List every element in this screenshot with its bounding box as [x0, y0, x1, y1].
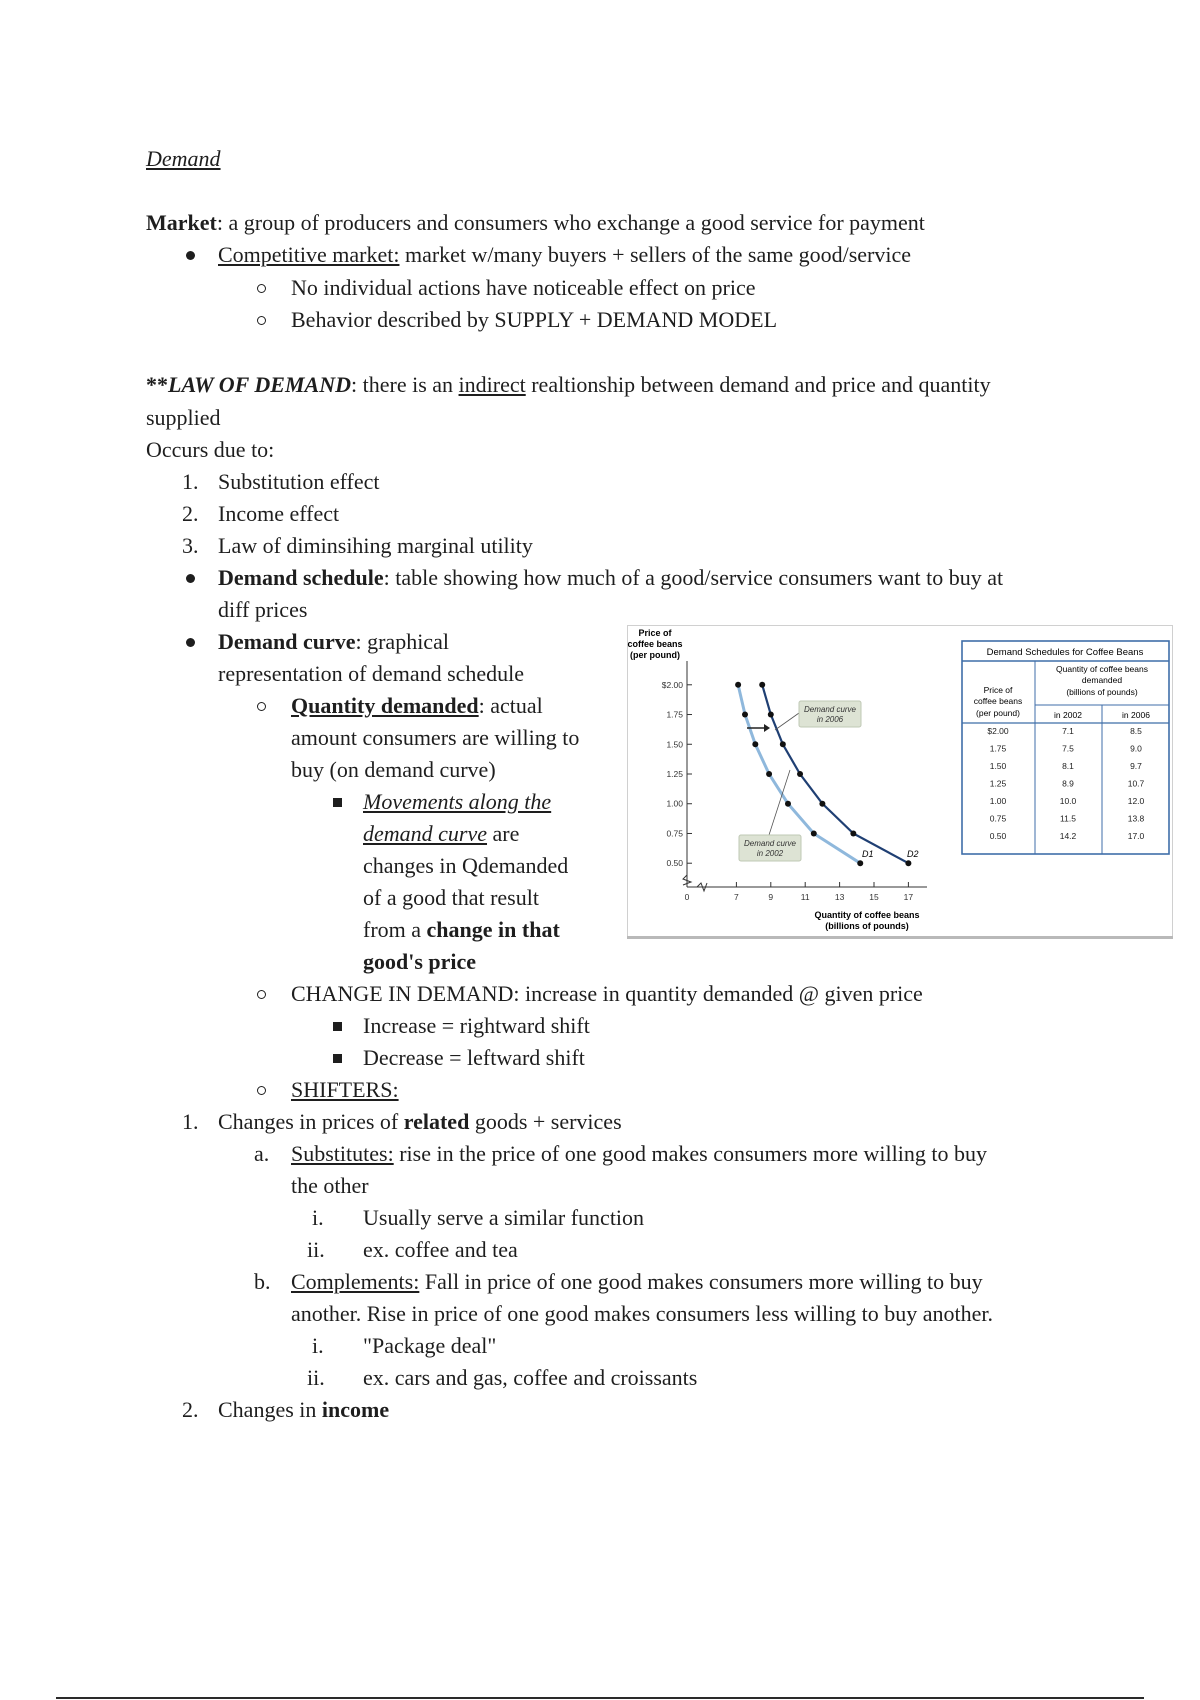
- movements-continued: changes in Qdemanded: [363, 853, 569, 878]
- change-in-demand: CHANGE IN DEMAND: increase in quantity demanded @ given price: [291, 981, 923, 1006]
- movements-continued: of a good that result: [363, 885, 539, 910]
- bullet-disc-icon: [186, 251, 195, 260]
- x-tick-label: 0: [684, 892, 690, 902]
- reason-item: Income effect: [218, 501, 340, 526]
- data-point: [905, 860, 911, 866]
- competitive-sub-item: No individual actions have noticeable effect on price: [291, 275, 756, 300]
- table-group-header: demanded: [1081, 675, 1123, 685]
- movements-continued: [363, 914, 560, 946]
- change-item: Increase = rightward shift: [363, 1013, 590, 1038]
- demand-schedule-table: [962, 641, 1169, 854]
- list-number: 1.: [182, 1109, 199, 1134]
- table-title: Demand Schedules for Coffee Beans: [986, 647, 1144, 658]
- data-point: [735, 682, 741, 688]
- table-cell: 13.8: [1127, 813, 1145, 824]
- table-cell: 0.50: [989, 831, 1007, 841]
- data-point: [766, 771, 772, 777]
- reason-item: Substitution effect: [218, 469, 380, 494]
- x-axis-label: (billions of pounds): [825, 921, 909, 931]
- x-tick-label: 7: [734, 892, 739, 902]
- table-cell: 8.1: [1062, 761, 1074, 771]
- data-point: [797, 771, 803, 777]
- table-cell: 10.7: [1127, 778, 1145, 789]
- x-tick-label: 9: [768, 892, 774, 902]
- table-cell: 14.2: [1059, 831, 1077, 841]
- movements-continued: good's price: [363, 949, 477, 974]
- shifters-heading: SHIFTERS:: [291, 1077, 399, 1102]
- quantity-demanded-text: : actual: [478, 693, 543, 718]
- y-axis-label: coffee beans: [627, 639, 683, 649]
- list-letter: a.: [254, 1141, 270, 1166]
- data-point: [811, 830, 817, 836]
- bullet-circle-icon: [257, 1086, 266, 1095]
- movements-text: from a: [363, 917, 427, 942]
- market-term: Market: [146, 210, 217, 235]
- callout-2002-text: Demand curve: [743, 839, 797, 848]
- law-text-2: realtionship between demand and price and quantity: [525, 372, 991, 397]
- table-cell: 11.5: [1060, 813, 1076, 824]
- y-tick-label: 1.75: [666, 709, 683, 720]
- list-number: 2.: [182, 1397, 199, 1422]
- substitutes-point: ex. coffee and tea: [363, 1237, 518, 1262]
- table-cell: $2.00: [987, 726, 1009, 736]
- table-col-header: (per pound): [976, 708, 1020, 718]
- y-tick-label: $2.00: [661, 679, 683, 690]
- competitive-market-item: [218, 239, 911, 271]
- quantity-demanded-item: [291, 690, 543, 722]
- table-cell: 8.5: [1130, 726, 1142, 736]
- list-letter: b.: [254, 1269, 271, 1294]
- list-number: 3.: [182, 533, 199, 558]
- list-number: 1.: [182, 469, 199, 494]
- complements-point: "Package deal": [363, 1333, 497, 1358]
- y-axis-label: (per pound): [630, 650, 680, 660]
- list-number: 2.: [182, 501, 199, 526]
- law-continued: supplied: [146, 405, 221, 430]
- complements-text: Fall in price of one good makes consumers more willing to buy: [419, 1269, 983, 1294]
- table-col-header: Price of: [983, 685, 1013, 695]
- table-cell: 9.7: [1130, 761, 1142, 771]
- table-group-header: (billions of pounds): [1066, 687, 1138, 697]
- y-tick-label: 1.25: [666, 769, 683, 779]
- quantity-demanded-continued: amount consumers are willing to: [291, 725, 580, 750]
- demand-schedule-term: Demand schedule: [218, 565, 384, 590]
- movements-term: Movements along the: [363, 789, 552, 814]
- movements-bold: change in that: [426, 917, 560, 942]
- data-point: [857, 860, 863, 866]
- shifter-item: [218, 1106, 622, 1138]
- substitutes-text: rise in the price of one good makes consumers more willing to buy: [393, 1141, 987, 1166]
- y-tick-label: 0.50: [666, 858, 683, 869]
- data-point: [785, 801, 791, 807]
- x-axis-label: Quantity of coffee beans: [814, 910, 920, 920]
- bullet-square-icon: [333, 1022, 342, 1031]
- table-cell: 10.0: [1059, 796, 1077, 806]
- x-tick-label: 17: [903, 892, 914, 902]
- curve-label-d1: D1: [862, 849, 874, 859]
- demand-curve-term: Demand curve: [218, 629, 356, 654]
- quantity-demanded-continued: buy (on demand curve): [291, 757, 496, 782]
- table-group-header: Quantity of coffee beans: [1056, 664, 1148, 674]
- list-roman: i.: [312, 1333, 324, 1358]
- shifter-text: goods + services: [469, 1109, 622, 1134]
- table-cell: 7.5: [1062, 743, 1074, 754]
- shifter-text: Changes in: [218, 1397, 322, 1422]
- x-tick-label: 15: [869, 892, 879, 902]
- demand-schedule-continued: diff prices: [218, 597, 308, 622]
- y-tick-label: 1.00: [666, 798, 683, 809]
- table-cell: 1.50: [989, 761, 1007, 771]
- demand-curve-text: : graphical: [355, 629, 449, 654]
- data-point: [768, 712, 774, 718]
- demand-figure: [627, 625, 1173, 939]
- competitive-market-term: Competitive market:: [218, 242, 400, 267]
- complements-point: ex. cars and gas, coffee and croissants: [363, 1365, 698, 1390]
- bullet-circle-icon: [257, 284, 266, 293]
- law-prefix: **: [146, 372, 168, 397]
- movements-continued: [363, 818, 519, 850]
- data-point: [752, 741, 758, 747]
- x-tick-label: 13: [834, 892, 845, 902]
- competitive-sub-item: Behavior described by SUPPLY + DEMAND MODEL: [291, 307, 778, 332]
- table-col-header: coffee beans: [973, 696, 1023, 706]
- data-point: [850, 830, 856, 836]
- x-tick-label: 11: [800, 892, 810, 902]
- callout-2006-text: in 2006: [816, 715, 844, 724]
- data-point: [742, 712, 748, 718]
- complements-term: Complements:: [291, 1269, 420, 1294]
- data-point: [780, 741, 786, 747]
- change-item: Decrease = leftward shift: [363, 1045, 585, 1070]
- page-title: Demand: [146, 146, 221, 171]
- bullet-circle-icon: [257, 990, 266, 999]
- reason-item: Law of diminsihing marginal utility: [218, 533, 533, 558]
- competitive-market-text: market w/many buyers + sellers of the same good/service: [399, 242, 912, 267]
- demand-curve-item: [218, 626, 449, 658]
- table-cell: 17.0: [1127, 831, 1145, 841]
- data-point: [819, 801, 825, 807]
- list-roman: ii.: [307, 1237, 325, 1262]
- shifter-bold: related: [403, 1109, 470, 1134]
- bullet-square-icon: [333, 798, 342, 807]
- bullet-square-icon: [333, 1054, 342, 1063]
- table-cell: 1.25: [989, 778, 1007, 789]
- demand-curve-continued: representation of demand schedule: [218, 661, 525, 686]
- substitutes-point: Usually serve a similar function: [363, 1205, 645, 1230]
- shifter-item: [218, 1394, 389, 1426]
- market-text: : a group of producers and consumers who exchange a good service for payment: [216, 210, 925, 235]
- bullet-disc-icon: [186, 574, 195, 583]
- table-cell: 1.75: [989, 743, 1007, 754]
- substitutes-term: Substitutes:: [291, 1141, 394, 1166]
- curve-label-d2: D2: [907, 849, 919, 859]
- table-year-header: in 2006: [1122, 710, 1150, 720]
- occurs-due-to: Occurs due to:: [146, 437, 275, 462]
- table-cell: 12.0: [1127, 796, 1145, 806]
- shifter-bold: income: [321, 1397, 390, 1422]
- y-tick-label: 0.75: [666, 828, 683, 839]
- bullet-circle-icon: [257, 316, 266, 325]
- substitutes-continued: the other: [291, 1173, 369, 1198]
- table-cell: 9.0: [1130, 743, 1142, 754]
- movements-term-cont: demand curve: [363, 821, 488, 846]
- y-axis-label: Price of: [638, 628, 672, 638]
- complements-item: [291, 1266, 983, 1298]
- list-roman: i.: [312, 1205, 324, 1230]
- law-indirect: indirect: [458, 372, 526, 397]
- table-cell: 1.00: [989, 796, 1007, 806]
- law-text-1: : there is an: [351, 372, 459, 397]
- law-of-demand: [146, 369, 991, 401]
- movements-item: [363, 786, 551, 818]
- shifter-text: Changes in prices of: [218, 1109, 404, 1134]
- page-bottom-rule: [56, 1697, 1144, 1699]
- movements-text: are: [487, 821, 520, 846]
- data-point: [759, 682, 765, 688]
- table-cell: 8.9: [1062, 778, 1074, 789]
- figure-bottom-rule: [627, 936, 1173, 939]
- callout-2002-text: in 2002: [756, 849, 784, 858]
- demand-figure-svg: [627, 625, 1173, 939]
- table-year-header: in 2002: [1054, 710, 1082, 720]
- callout-2006-text: Demand curve: [803, 705, 857, 714]
- table-cell: 0.75: [989, 813, 1007, 824]
- quantity-demanded-term: Quantity demanded: [291, 693, 479, 718]
- substitutes-item: [291, 1138, 987, 1170]
- list-roman: ii.: [307, 1365, 325, 1390]
- demand-schedule-item: [218, 562, 1003, 594]
- bullet-disc-icon: [186, 638, 195, 647]
- bullet-circle-icon: [257, 702, 266, 711]
- complements-continued: another. Rise in price of one good makes consumers less willing to buy another.: [291, 1301, 994, 1326]
- table-cell: 7.1: [1062, 726, 1074, 736]
- demand-schedule-text: : table showing how much of a good/service consumers want to buy at: [383, 565, 1004, 590]
- y-tick-label: 1.50: [666, 739, 683, 750]
- law-term: LAW OF DEMAND: [168, 372, 351, 397]
- market-definition: [146, 207, 925, 239]
